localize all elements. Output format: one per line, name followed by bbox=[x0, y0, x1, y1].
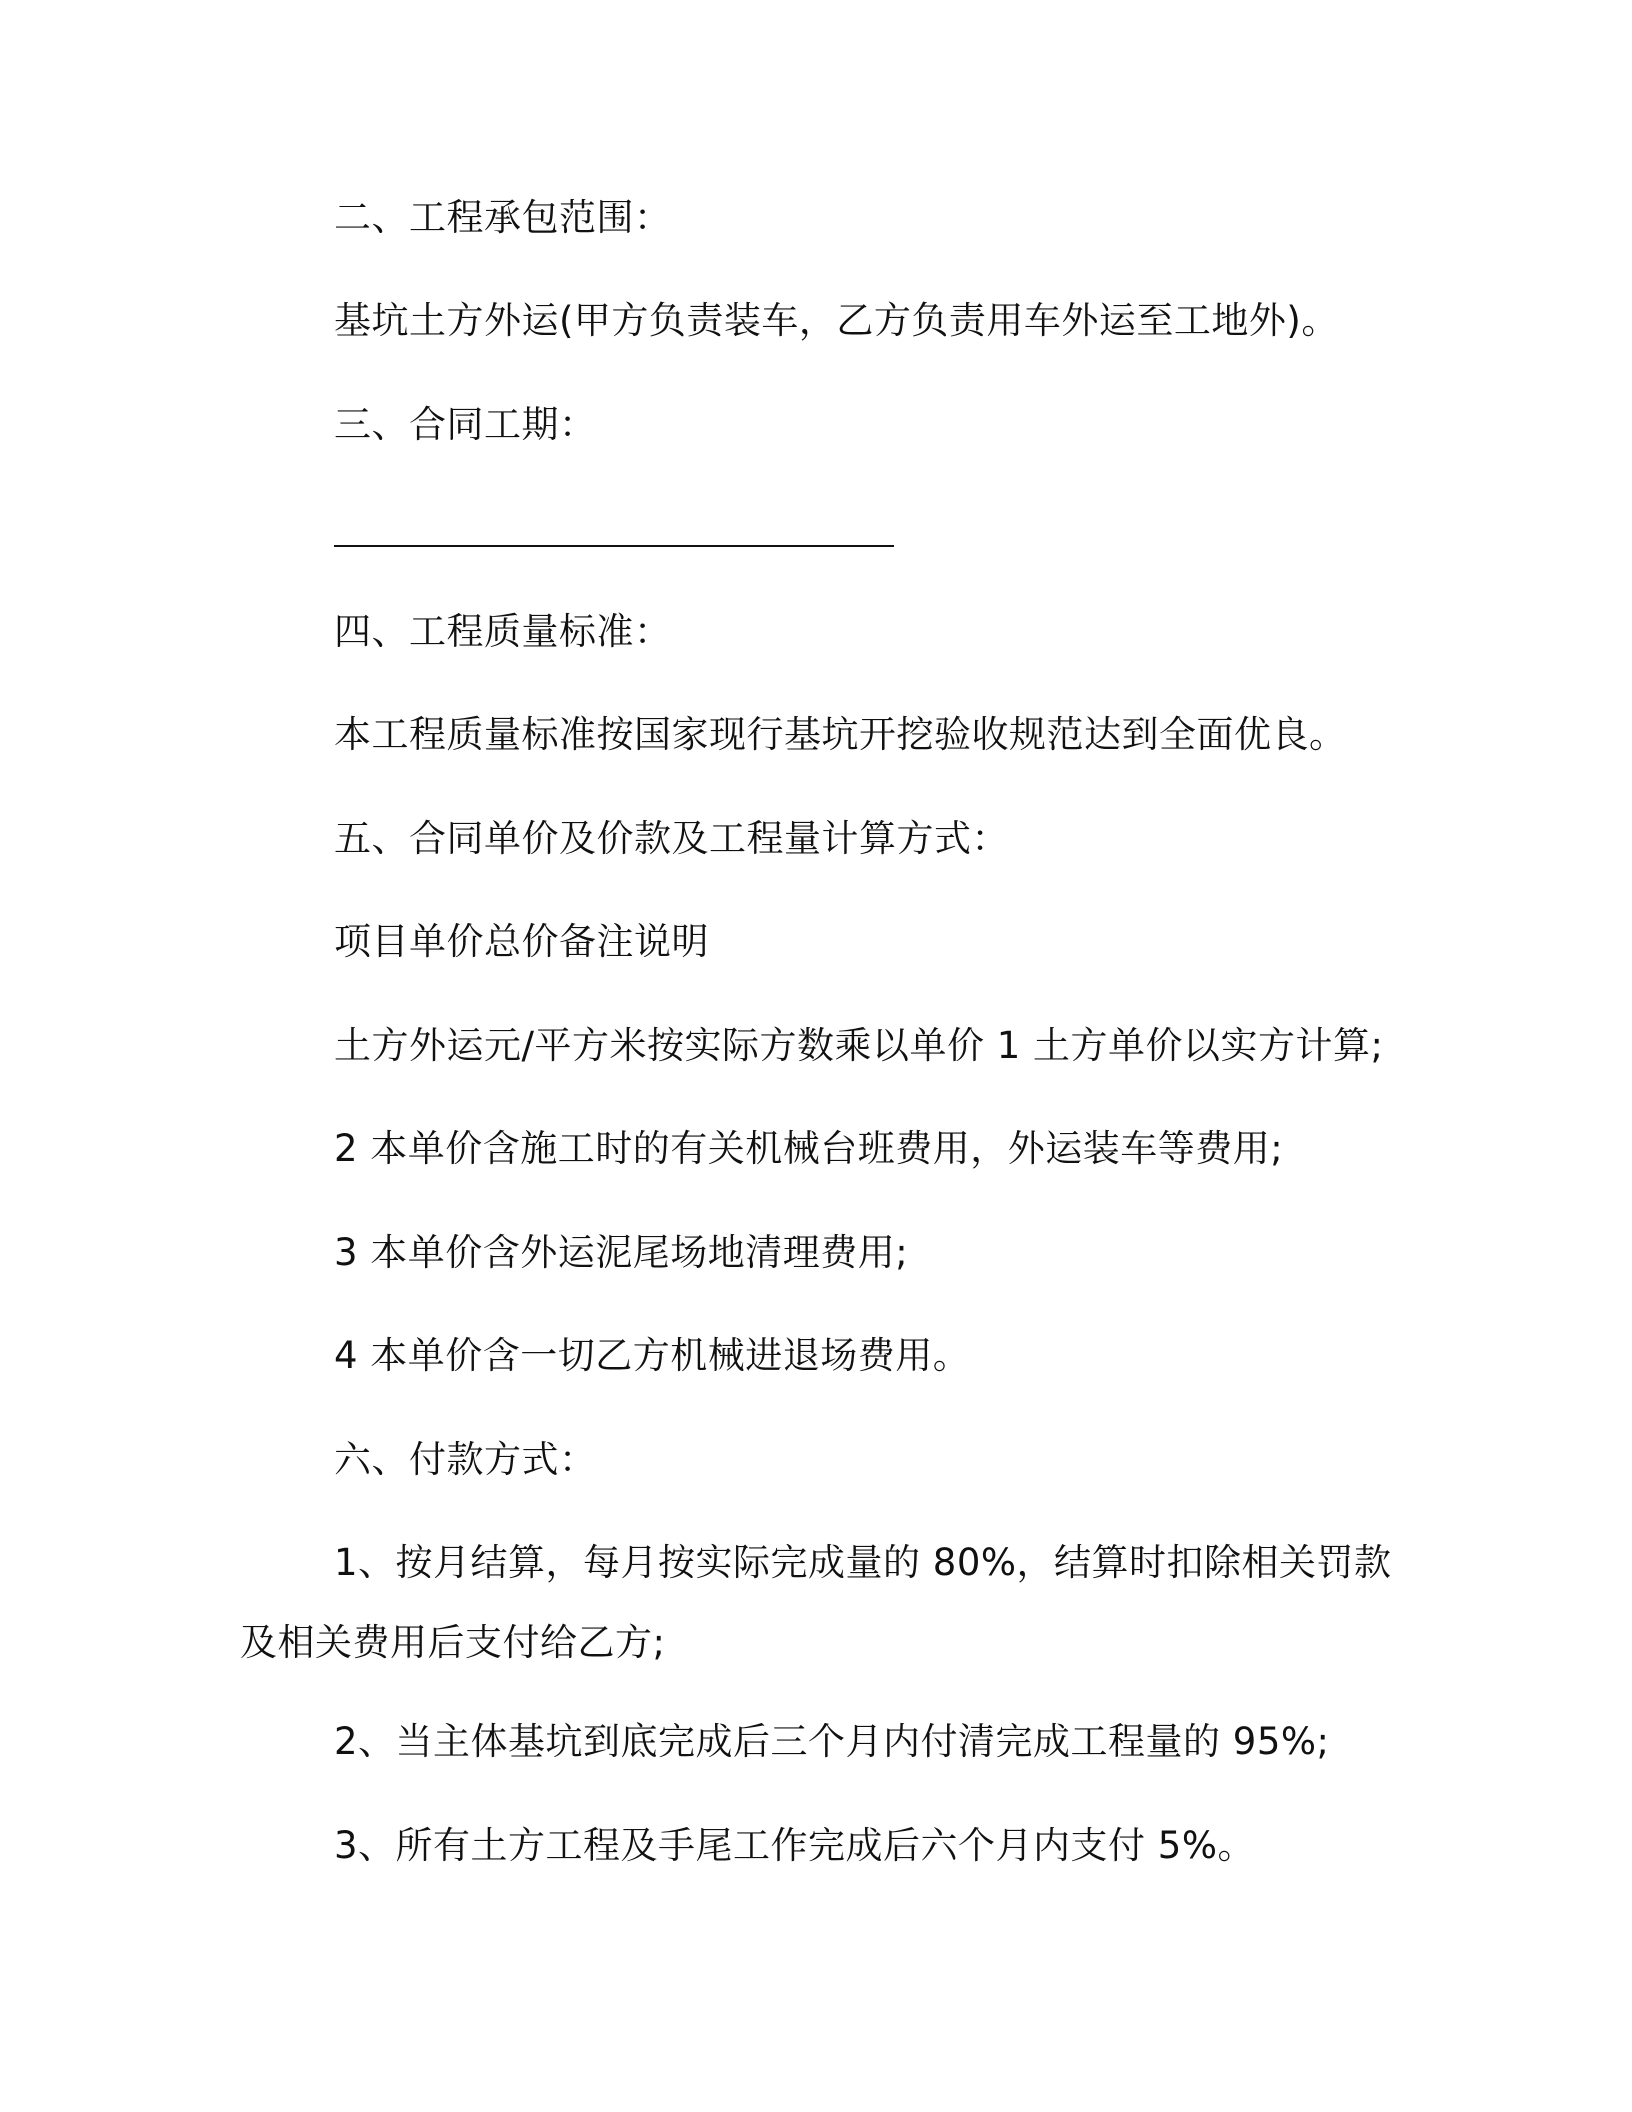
section-4-body: 本工程质量标准按国家现行基坑开挖验收规范达到全面优良。 bbox=[334, 713, 1347, 756]
payment-item-1-line-2: 及相关费用后支付给乙方; bbox=[240, 1621, 666, 1664]
section-2-body: 基坑土方外运(甲方负责装车，乙方负责用车外运至工地外)。 bbox=[334, 299, 1339, 342]
section-2-heading: 二、工程承包范围： bbox=[334, 196, 672, 239]
payment-item-3: 3、所有土方工程及手尾工作完成后六个月内支付 5%。 bbox=[334, 1824, 1255, 1867]
section-5-table-header: 项目单价总价备注说明 bbox=[334, 920, 709, 963]
section-5-note-2: 2 本单价含施工时的有关机械台班费用，外运装车等费用; bbox=[334, 1127, 1284, 1170]
payment-item-2: 2、当主体基坑到底完成后三个月内付清完成工程量的 95%; bbox=[334, 1720, 1330, 1763]
payment-item-1-line-1: 1、按月结算，每月按实际完成量的 80%，结算时扣除相关罚款 bbox=[334, 1541, 1392, 1584]
contract-period-blank-line bbox=[334, 545, 894, 547]
section-6-heading: 六、付款方式： bbox=[334, 1438, 597, 1481]
section-5-heading: 五、合同单价及价款及工程量计算方式： bbox=[334, 817, 1009, 860]
section-4-heading: 四、工程质量标准： bbox=[334, 610, 672, 653]
section-3-heading: 三、合同工期： bbox=[334, 403, 597, 446]
section-5-note-3: 3 本单价含外运泥尾场地清理费用; bbox=[334, 1231, 909, 1274]
section-5-price-row: 土方外运元/平方米按实际方数乘以单价 1 土方单价以实方计算; bbox=[334, 1024, 1384, 1067]
section-5-note-4: 4 本单价含一切乙方机械进退场费用。 bbox=[334, 1334, 971, 1377]
